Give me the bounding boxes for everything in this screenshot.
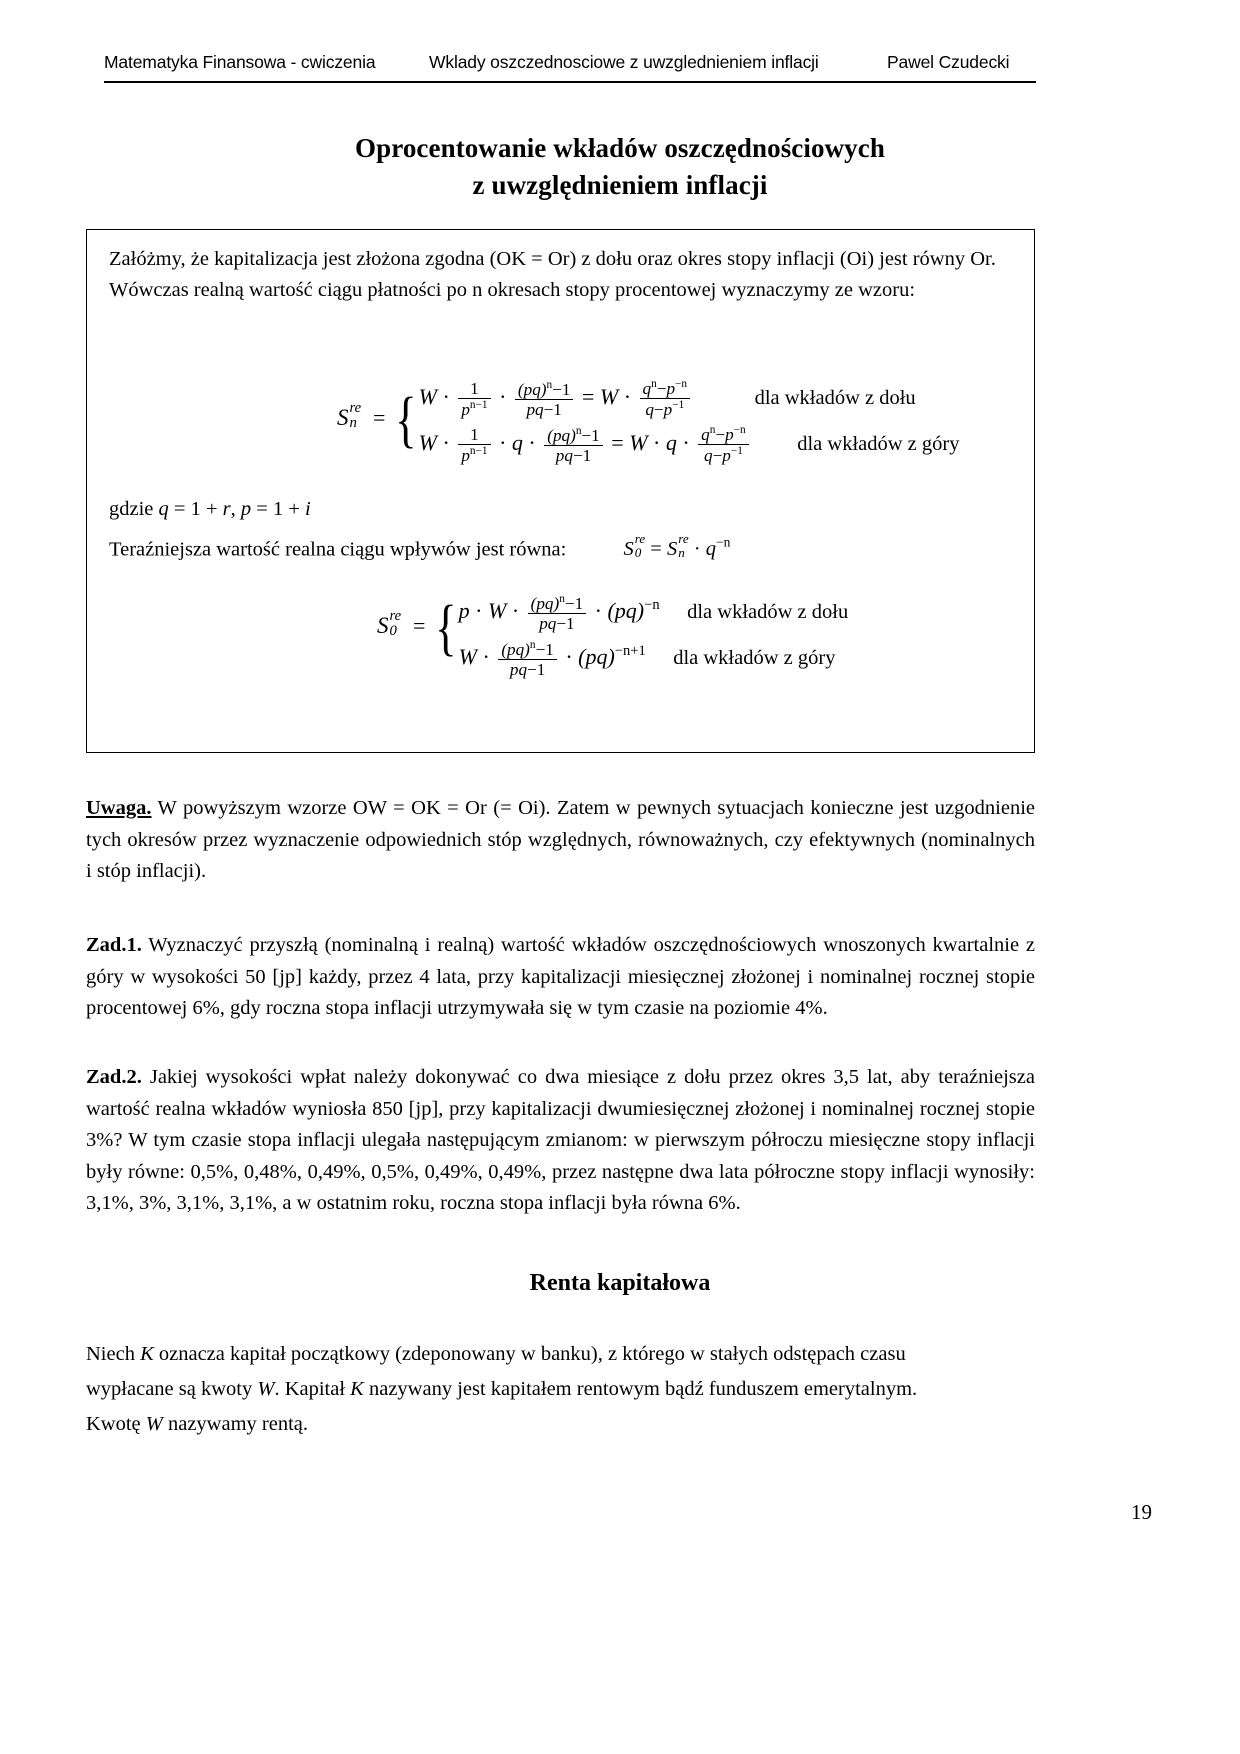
formula-s0-case-2-label: dla wkładów z góry — [673, 647, 836, 669]
page-title-line-1: Oprocentowanie wkładów oszczędnościowych — [355, 133, 885, 163]
zad1-label: Zad.1. — [86, 934, 142, 956]
renta-symbol-W-2: W — [145, 1413, 163, 1435]
theory-box — [86, 229, 1035, 753]
page-title — [0, 130, 1240, 204]
formula-s0-case-1: p · W · $\frac{(pq)^n-1}{pq-1}$ · (pq)$^{-n}$ dla wkładów z dołu — [459, 582, 849, 628]
uwaga-text: W powyższym wzorze OW = OK = Or (= Oi). Zatem w pewnych sytuacjach konieczne jest uzgodnienie tych okresów przez wyznaczenie odpowiednich stóp względnych, równoważnych, czy efektywnych (nominalnych i stóp inflacji). — [86, 797, 1035, 882]
theory-intro-paragraph: Załóżmy, że kapitalizacja jest złożona zgodna (OK = Or) z dołu oraz okres stopy inflacji (Oi) jest równy Or. Wówczas realną wartość ciągu płatności po n okresach stopy procentowej wyznaczymy ze wzoru: — [109, 248, 996, 301]
renta-symbol-K-2: K — [350, 1378, 364, 1400]
formula-definitions-line: gdzie q = 1 + r, p = 1 + i — [109, 498, 311, 520]
formula-sn-cases — [391, 374, 960, 466]
renta-line2-b: . Kapitał — [274, 1378, 351, 1400]
formula-s0-re: S re 0 = { p · W · $\frac{(pq)^n-1}{pq-1}$ · (pq)$^{-n}$ dla wkładów z dołu W · $\frac{(pq)^n-1}{pq-1}$ · (pq)$^{-n+1}$ dla wkładów z góry — [109, 582, 1014, 687]
s0-symbol: S — [377, 613, 389, 639]
sn-symbol: S — [337, 405, 349, 431]
left-brace-icon-2: { — [435, 593, 457, 662]
sn-superscript: re — [349, 399, 362, 416]
present-value-text: Teraźniejsza wartość realna ciągu wpływów jest równa: — [109, 538, 567, 561]
header-author: Pawel Czudecki — [887, 52, 1010, 72]
s0-subscript: 0 — [389, 622, 397, 639]
formula-sn-case-2-label: dla wkładów z góry — [797, 433, 960, 455]
renta-symbol-W-1: W — [257, 1378, 275, 1400]
page-number: 19 — [1131, 1500, 1152, 1524]
section-heading-renta: Renta kapitałowa — [529, 1270, 711, 1296]
theory-box-content — [109, 244, 1014, 680]
left-brace-icon: { — [395, 385, 417, 454]
renta-line2-a: wypłacane są kwoty — [86, 1378, 258, 1400]
zad2-paragraph — [86, 1062, 1035, 1220]
formula-sn-re — [109, 374, 1014, 479]
zad2-label: Zad.2. — [86, 1066, 142, 1088]
present-value-equation: S re 0 = S re n · $q^{-n}$ — [623, 531, 731, 561]
header-chapter-title: Wklady oszczednosciowe z uwzglednieniem inflacji — [429, 52, 819, 72]
formula-s0-cases — [431, 582, 849, 680]
renta-line1-b: oznacza kapitał początkowy (zdeponowany w banku), z którego w stałych odstępach czasu — [153, 1343, 906, 1365]
header-divider-rule — [104, 81, 1036, 83]
page-title-line-2: z uwzględnieniem inflacji — [472, 170, 768, 200]
renta-symbol-K-1: K — [140, 1343, 154, 1365]
formula-s0-case-1-label: dla wkładów z dołu — [687, 601, 849, 623]
formula-sn-case-1: W · $\frac{1}{p^{n-1}}$ · $\frac{(pq)^n-1}{pq-1}$ = W · $\frac{q^n-p^{-n}}{q-p^{-1}}$ dla wkładów z dołu — [419, 374, 960, 420]
renta-line2-c: nazywany jest kapitałem rentowym bądź funduszem emerytalnym. — [363, 1378, 918, 1400]
uwaga-paragraph — [86, 793, 1035, 888]
present-value-line — [109, 527, 1014, 565]
zad1-paragraph — [86, 930, 1035, 1025]
renta-line3-b: nazywamy rentą. — [162, 1413, 309, 1435]
renta-paragraph — [86, 1337, 1035, 1442]
header-course-title: Matematyka Finansowa - cwiczenia — [104, 52, 376, 72]
formula-sn-case-1-label: dla wkładów z dołu — [754, 387, 916, 409]
formula-sn-re-lhs — [337, 399, 367, 431]
s0-superscript: re — [389, 607, 402, 624]
formula-sn-equals: = — [372, 405, 386, 431]
formula-sn-case-2: W · $\frac{1}{p^{n-1}}$ · q · $\frac{(pq)^n-1}{pq-1}$ = W · q · $\frac{q^n-p^{-n}}{q-p^{-1}}$ dla wkładów z góry — [419, 420, 960, 466]
sn-subscript: n — [349, 414, 357, 431]
zad1-text: Wyznaczyć przyszłą (nominalną i realną) wartość wkładów oszczędnościowych wnoszonych kwartalnie z góry w wysokości 50 [jp] każdy, przez 4 lata, przy kapitalizacji miesięcznej złożonej i nominalnej rocznej stopie procentowej 6%, gdy roczna stopa inflacji utrzymywała się w tym czasie na poziomie 4%. — [86, 934, 1035, 1019]
renta-line1-a: Niech — [86, 1343, 141, 1365]
zad2-text: Jakiej wysokości wpłat należy dokonywać co dwa miesiące z dołu przez okres 3,5 lat, aby teraźniejsza wartość realna wkładów wyniosła 850 [jp], przy kapitalizacji dwumiesięcznej złożonej i nominalnej rocznej stopie 3%? W tym czasie stopa inflacji ulegała następującym zmianom: w pierwszym półroczu miesięczne stopy inflacji były równe: 0,5%, 0,48%, 0,49%, 0,5%, 0,49%, 0,49%, przez następne dwa lata półroczne stopy inflacji wynosiły: 3,1%, 3%, 3,1%, 3,1%, a w ostatnim roku, roczna stopa inflacji była równa 6%. — [86, 1066, 1035, 1214]
uwaga-label: Uwaga. — [86, 797, 152, 819]
formula-s0-case-2: W · $\frac{(pq)^n-1}{pq-1}$ · (pq)$^{-n+1}$ dla wkładów z góry — [459, 628, 849, 674]
formula-s0-re-lhs — [377, 607, 407, 639]
renta-line3-a: Kwotę — [86, 1413, 146, 1435]
